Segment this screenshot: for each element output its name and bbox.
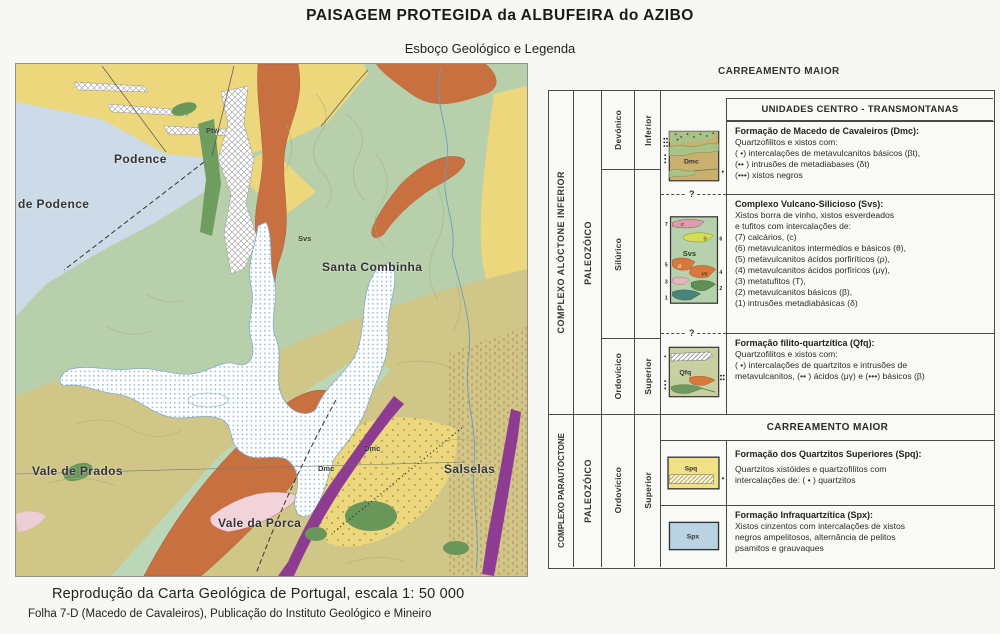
swatch-spq (661, 441, 726, 506)
desc-spq: Formação dos Quartzitos Superiores (Spq): Quartzitos xistóides e quartzofilitos com intercalações de: ( • ) quartzitos (726, 441, 994, 506)
map-label-podence: Podence (114, 152, 167, 166)
map-unit-label-dmc-1: Dmc (364, 444, 381, 453)
map-label-salselas: Salselas (444, 462, 496, 476)
svg-text:1: 1 (664, 295, 668, 302)
svg-text:Spq: Spq (684, 465, 698, 473)
desc-svs: Complexo Vulcano-Silicioso (Svs): Xistos borra de vinho, xistos esverdeados e tufitos com intercalações de: (7) calcários, (c) (6) metavulcanitos intermédios e básicos (θ), (5) metavulcanitos ácidos porfiríticos (ρ), (4) metavulcanitos ácidos porfíricos (μγ), (3) metatufitos (T), (2) metavulcanitos básicos (β), (1) intrusões metadiabásicas (δ) (726, 194, 994, 333)
cell-superior-upper: Superior (635, 339, 661, 414)
col-complexo-parautoctone: COMPLEXO PARAUTÓCTONE (549, 414, 574, 567)
cell-inferior: Inferior (635, 91, 661, 170)
cell-superior-lower: Superior (635, 414, 661, 567)
map-label-vale-da-porca: Vale da Porca (218, 516, 302, 530)
footer-caption: Reprodução da Carta Geológica de Portugal, escala 1: 50 000 (52, 586, 465, 602)
svg-text:7: 7 (664, 222, 668, 229)
legend-mid-label: CARREAMENTO MAIOR (661, 414, 994, 441)
cell-ordovicico-upper: Ordovícico (602, 339, 635, 414)
svg-text:2: 2 (718, 286, 722, 293)
svg-text:6: 6 (718, 236, 722, 243)
legend-header: UNIDADES CENTRO - TRANSMONTANAS (726, 98, 993, 121)
svg-text:3: 3 (664, 279, 668, 286)
geologic-map (15, 63, 528, 577)
map-label-vale-de-prados: Vale de Prados (32, 464, 123, 478)
svg-text:Svs: Svs (682, 249, 696, 259)
cell-ordovicico-lower: Ordovícico (602, 414, 635, 567)
col-complexo-aloctone: COMPLEXO ALÓCTONE INFERIOR (549, 91, 574, 414)
legend-table (548, 90, 995, 569)
svg-text:Spx: Spx (686, 533, 699, 541)
svg-text:ρ: ρ (677, 263, 682, 270)
desc-qfq: Formação fílito-quartzítica (Qfq): Quartzofilitos e xistos com: ( •) intercalações de quartzitos e intrusões de metavulcanitos, (•• ) ácidos (μγ) e (•••) básicos (β) (726, 333, 994, 414)
col-paleozoico-upper: PALEOZÓICO (574, 91, 602, 414)
map-artwork (16, 64, 527, 576)
map-unit-label-ptw: Ptw (206, 126, 220, 135)
dashed-separator-2: ? (661, 333, 726, 334)
desc-dmc: Formação de Macedo de Cavaleiros (Dmc): Quartzofilitos e xistos com: ( •) intercalações de metavulcanitos básicos (βt), (•• ) intrusões de metadiabases (δt) (•••) xistos negros (726, 121, 994, 194)
swatch-dmc (661, 121, 726, 194)
svg-text:c: c (680, 222, 684, 229)
svg-text:Qfq: Qfq (678, 369, 691, 377)
swatch-qfq (661, 333, 726, 414)
svg-text:5: 5 (664, 262, 668, 269)
legend-top-label: CARREAMENTO MAIOR (718, 66, 840, 77)
col-paleozoico-lower: PALEOZÓICO (574, 414, 602, 567)
svg-text:Dmc: Dmc (683, 158, 699, 166)
desc-spx: Formação Infraquartzítica (Spx): Xistos cinzentos com intercalações de xistos negros ampelitosos, alternância de pelitos psamitos e grauvaques (726, 506, 994, 567)
map-label-santa-combinha: Santa Combinha (322, 260, 423, 274)
map-label-de-podence: de Podence (18, 197, 90, 211)
svg-text:μγ: μγ (701, 271, 708, 278)
swatch-svs (661, 194, 726, 333)
cell-empty (635, 170, 661, 339)
dashed-separator-1: ? (661, 194, 726, 195)
map-unit-label-dmc-2: Dmc (318, 464, 335, 473)
svg-text:4: 4 (718, 270, 722, 277)
map-unit-label-svs: Svs (298, 234, 312, 243)
swatch-spx (661, 506, 726, 567)
cell-devonico: Devónico (602, 91, 635, 170)
page-title: PAISAGEM PROTEGIDA da ALBUFEIRA do AZIBO (306, 7, 694, 24)
svg-text:θ: θ (702, 236, 707, 243)
footer-source: Folha 7-D (Macedo de Cavaleiros), Publicação do Instituto Geológico e Mineiro (28, 608, 432, 620)
page-subtitle: Esboço Geológico e Legenda (404, 41, 576, 56)
cell-silurico: Silúrico (602, 170, 635, 339)
